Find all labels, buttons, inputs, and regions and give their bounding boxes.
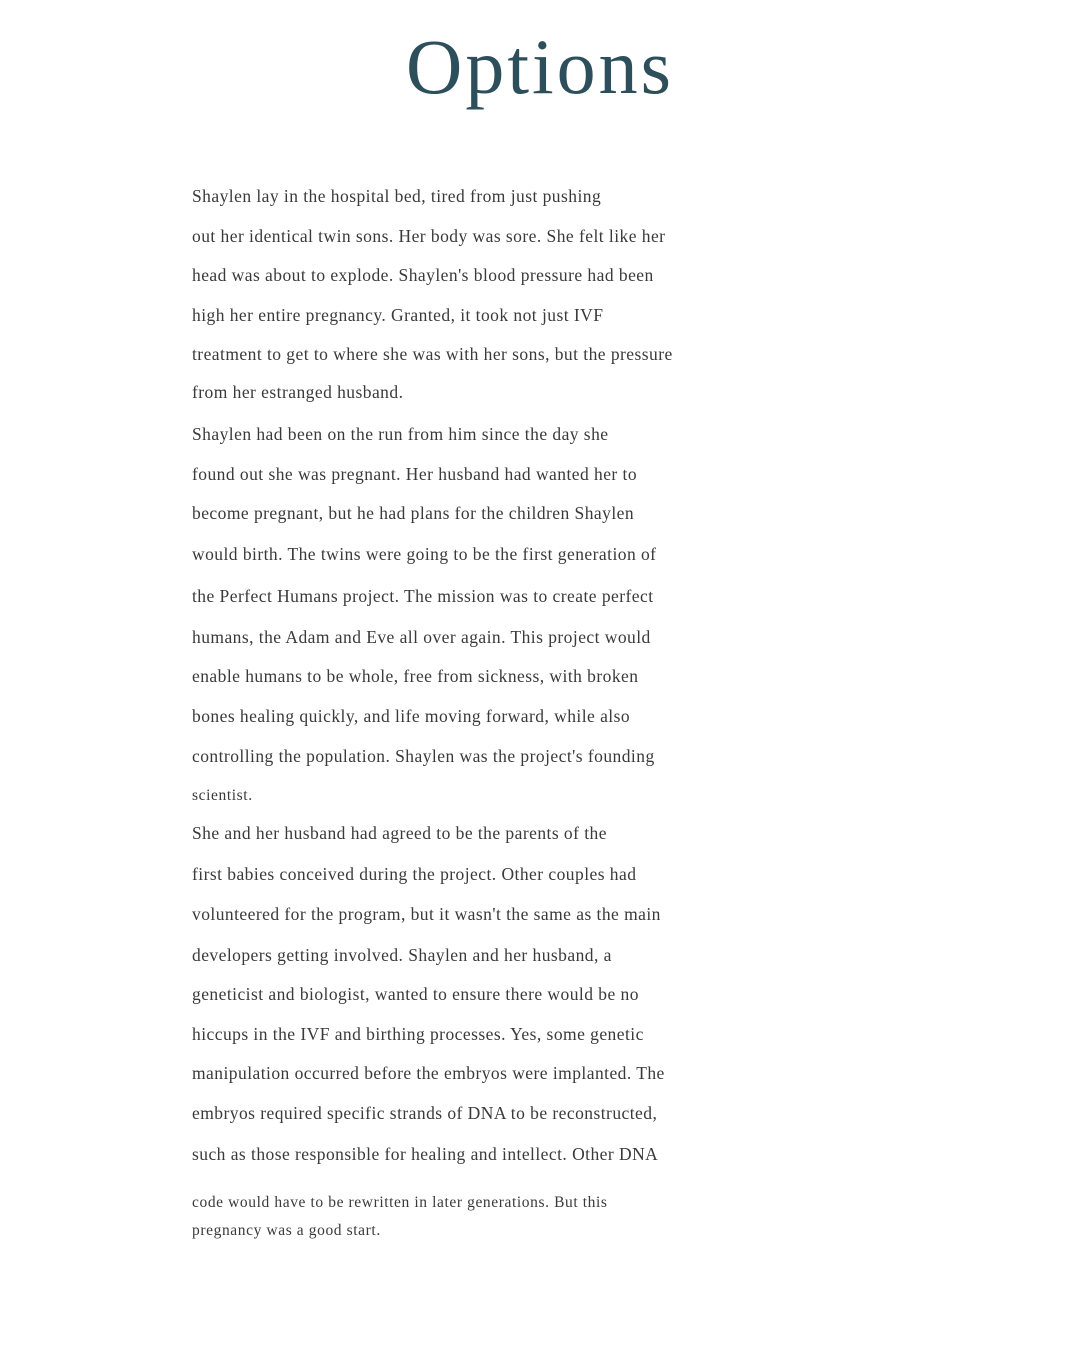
text-line: treatment to get to where she was with her sons, but the pressure [192,344,673,364]
text-line: embryos required specific strands of DNA to be reconstructed, [192,1103,658,1123]
text-line: pregnancy was a good start. [192,1222,381,1239]
text-line: found out she was pregnant. Her husband had wanted her to [192,464,638,484]
text-line: the Perfect Humans project. The mission was to create perfect [192,586,654,606]
text-line: hiccups in the IVF and birthing processes. Yes, some genetic [192,1024,644,1044]
text-line: high her entire pregnancy. Granted, it took not just IVF [192,305,604,325]
text-line: such as those responsible for healing and intellect. Other DNA [192,1144,659,1164]
text-line: Shaylen had been on the run from him since the day she [192,424,609,444]
text-line: bones healing quickly, and life moving forward, while also [192,706,631,726]
text-line: enable humans to be whole, free from sickness, with broken [192,666,639,686]
text-line: become pregnant, but he had plans for the children Shaylen [192,503,635,523]
text-line: code would have to be rewritten in later generations. But this [192,1194,608,1211]
text-line: volunteered for the program, but it wasn't the same as the main [192,904,661,924]
text-line: Shaylen lay in the hospital bed, tired from just pushing [192,186,602,206]
text-line: head was about to explode. Shaylen's blood pressure had been [192,265,654,285]
text-line: developers getting involved. Shaylen and her husband, a [192,945,612,965]
text-line: first babies conceived during the project. Other couples had [192,864,637,884]
text-line: manipulation occurred before the embryos were implanted. The [192,1063,665,1083]
text-line: She and her husband had agreed to be the parents of the [192,823,607,843]
text-line: scientist. [192,787,253,804]
text-line: geneticist and biologist, wanted to ensure there would be no [192,984,639,1004]
text-line: out her identical twin sons. Her body was sore. She felt like her [192,226,666,246]
text-line: humans, the Adam and Eve all over again. This project would [192,627,651,647]
text-line: controlling the population. Shaylen was the project's founding [192,746,655,766]
text-line: would birth. The twins were going to be the first generation of [192,544,657,564]
page-title: Options [405,23,675,110]
text-line: from her estranged husband. [192,382,404,402]
